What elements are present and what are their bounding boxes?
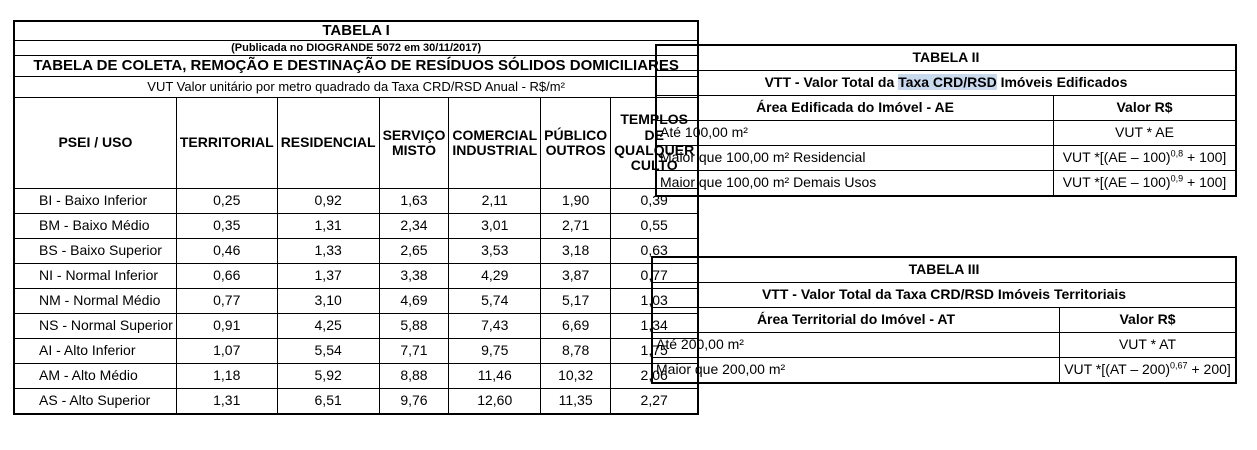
row-formula [1060,358,1237,384]
table-row [14,239,698,264]
cell-value: 9,75 [449,339,541,364]
table-row [14,339,698,364]
table-row [14,264,698,289]
table-row [14,214,698,239]
tabela-3-subtitle: VTT - Valor Total da Taxa CRD/RSD Imóveis Territoriais [652,283,1236,308]
cell-value: 11,35 [541,389,611,415]
cell-value: 7,43 [449,314,541,339]
cell-value: 4,25 [277,314,379,339]
table-row [656,121,1236,146]
cell-value: 2,11 [449,189,541,214]
col-header: TERRITORIAL [176,98,277,189]
table-row [656,171,1236,197]
formula-text: + 200] [1187,361,1231,378]
row-formula [1054,171,1237,197]
tabela-3-title: TABELA III [652,257,1236,283]
formula-text: VUT *[(AT – 200) [1064,361,1171,378]
highlighted-text[interactable]: Taxa CRD/RSD [898,74,997,91]
cell-value: 3,53 [449,239,541,264]
tabela-1 [13,20,699,415]
cell-value: 3,01 [449,214,541,239]
cell-value: 1,63 [379,189,449,214]
row-label: AI - Alto Inferior [14,339,176,364]
formula-exponent: 0,8 [1170,148,1184,159]
cell-value: 0,39 [611,189,699,214]
table-row [652,358,1236,384]
formula-exponent: 0,67 [1170,360,1188,371]
col-header: PSEI / USO [14,98,176,189]
col-header-valor: Valor R$ [1060,308,1237,333]
cell-value: 5,92 [277,364,379,389]
tabela-1-heading: TABELA DE COLETA, REMOÇÃO E DESTINAÇÃO DE RESÍDUOS SÓLIDOS DOMICILIARES [14,56,698,77]
cell-value: 11,46 [449,364,541,389]
cell-value: 1,33 [277,239,379,264]
formula-text: VUT *[(AE – 100) [1062,149,1171,166]
formula-text: VUT *[(AE – 100) [1062,174,1171,191]
tabela-2-subtitle [656,71,1236,96]
cell-value: 1,31 [277,214,379,239]
cell-value: 1,31 [176,389,277,415]
cell-value: 3,10 [277,289,379,314]
cell-value: 0,46 [176,239,277,264]
cell-value: 1,75 [611,339,699,364]
tabela-1-title: TABELA I [14,21,698,41]
cell-value: 1,03 [611,289,699,314]
row-formula: VUT * AT [1060,333,1237,358]
cell-value: 4,29 [449,264,541,289]
cell-value: 5,74 [449,289,541,314]
cell-value: 1,37 [277,264,379,289]
cell-value: 2,27 [611,389,699,415]
tabela-2 [655,44,1237,197]
cell-value: 3,18 [541,239,611,264]
row-label: AS - Alto Superior [14,389,176,415]
col-header: TEMPLOS DE QUALQUER CULTO [611,98,699,189]
tabela-3 [651,256,1237,384]
tabela-1-subtitle: (Publicada no DIOGRANDE 5072 em 30/11/2017) [14,41,698,56]
table-row [14,364,698,389]
tabela-1-vut-caption: VUT Valor unitário por metro quadrado da Taxa CRD/RSD Anual - R$/m² [14,77,698,98]
tabela-2-title: TABELA II [656,45,1236,71]
cell-value: 12,60 [449,389,541,415]
cell-value: 2,65 [379,239,449,264]
cell-value: 6,51 [277,389,379,415]
row-label: BS - Baixo Superior [14,239,176,264]
formula-exponent: 0,9 [1170,173,1184,184]
row-label: BI - Baixo Inferior [14,189,176,214]
table-row [14,289,698,314]
cell-value: 0,66 [176,264,277,289]
tabela-1-header-row [14,98,698,189]
cell-value: 0,91 [176,314,277,339]
table-row [14,389,698,415]
cell-value: 1,90 [541,189,611,214]
table-row [14,189,698,214]
cell-value: 8,88 [379,364,449,389]
cell-value: 0,35 [176,214,277,239]
cell-value: 8,78 [541,339,611,364]
formula-text: + 100] [1183,149,1227,166]
cell-value: 0,77 [176,289,277,314]
row-label: BM - Baixo Médio [14,214,176,239]
row-label: Maior que 200,00 m² [652,358,1060,384]
row-label: Maior que 100,00 m² Residencial [656,146,1054,171]
col-header-area: Área Edificada do Imóvel - AE [656,96,1054,121]
row-label: Maior que 100,00 m² Demais Usos [656,171,1054,197]
cell-value: 2,06 [611,364,699,389]
row-label: NS - Normal Superior [14,314,176,339]
cell-value: 1,07 [176,339,277,364]
col-header: PÚBLICO OUTROS [541,98,611,189]
cell-value: 3,38 [379,264,449,289]
row-label: AM - Alto Médio [14,364,176,389]
table-row [14,314,698,339]
row-formula [1054,146,1237,171]
table-row [656,146,1236,171]
cell-value: 9,76 [379,389,449,415]
table-row [652,333,1236,358]
cell-value: 1,34 [611,314,699,339]
row-label: NM - Normal Médio [14,289,176,314]
cell-value: 0,92 [277,189,379,214]
col-header-area: Área Territorial do Imóvel - AT [652,308,1060,333]
col-header: SERVIÇO MISTO [379,98,449,189]
subtitle-text: VTT - Valor Total da [764,74,899,91]
cell-value: 0,55 [611,214,699,239]
cell-value: 2,71 [541,214,611,239]
cell-value: 4,69 [379,289,449,314]
cell-value: 5,88 [379,314,449,339]
cell-value: 1,18 [176,364,277,389]
cell-value: 6,69 [541,314,611,339]
formula-text: + 100] [1183,174,1227,191]
cell-value: 0,25 [176,189,277,214]
subtitle-text: Imóveis Edificados [996,74,1128,91]
cell-value: 7,71 [379,339,449,364]
row-label: Até 100,00 m² [656,121,1054,146]
row-formula: VUT * AE [1054,121,1237,146]
col-header-valor: Valor R$ [1054,96,1237,121]
cell-value: 10,32 [541,364,611,389]
row-label: NI - Normal Inferior [14,264,176,289]
cell-value: 2,34 [379,214,449,239]
col-header: COMERCIAL INDUSTRIAL [449,98,541,189]
row-label: Até 200,00 m² [652,333,1060,358]
col-header: RESIDENCIAL [277,98,379,189]
cell-value: 3,87 [541,264,611,289]
cell-value: 5,17 [541,289,611,314]
cell-value: 0,77 [611,264,699,289]
cell-value: 5,54 [277,339,379,364]
cell-value: 0,63 [611,239,699,264]
